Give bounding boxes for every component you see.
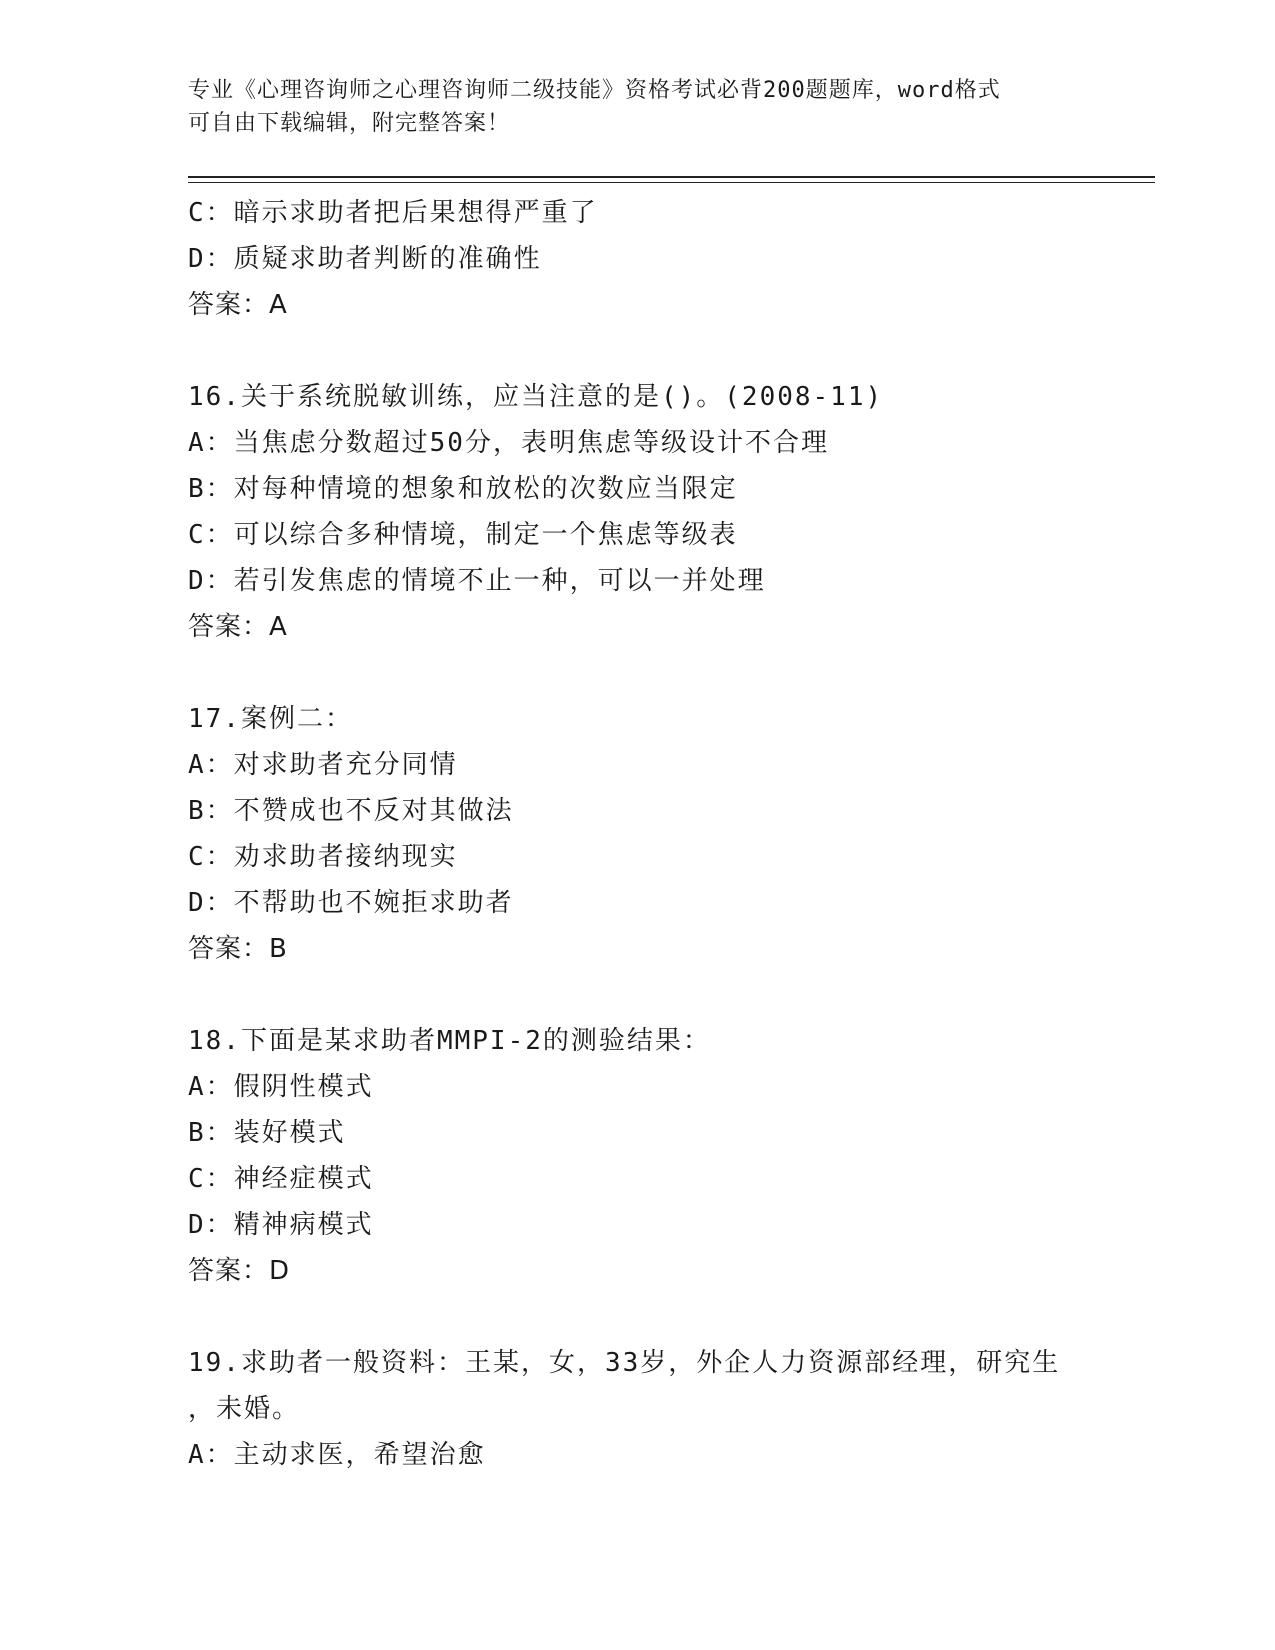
option-a: A：当焦虑分数超过50分，表明焦虑等级设计不合理: [188, 428, 829, 458]
option-d: D：若引发焦虑的情境不止一种，可以一并处理: [188, 566, 766, 596]
header-line-1: 专业《心理咨询师之心理咨询师二级技能》资格考试必背200题题库，word格式: [188, 78, 1001, 103]
question-17: [188, 696, 1148, 972]
question-stem: 16.关于系统脱敏训练，应当注意的是()。(2008-11): [188, 382, 884, 412]
option-c: C：可以综合多种情境，制定一个焦虑等级表: [188, 520, 738, 550]
question-stem-continued: ，未婚。: [188, 1394, 301, 1424]
question-19: [188, 1340, 1148, 1478]
option-c: C：暗示求助者把后果想得严重了: [188, 198, 598, 228]
answer-line: 答案：A: [188, 290, 288, 320]
question-stem: 18.下面是某求助者MMPI-2的测验结果：: [188, 1026, 711, 1056]
question-list: [188, 190, 1148, 1478]
answer-line: 答案：A: [188, 612, 288, 642]
option-b: B：不赞成也不反对其做法: [188, 796, 514, 826]
answer-line: 答案：D: [188, 1256, 291, 1286]
option-c: C：劝求助者接纳现实: [188, 842, 458, 872]
option-d: D：质疑求助者判断的准确性: [188, 244, 542, 274]
spacer: [188, 972, 1148, 1018]
question-15-fragment: [188, 190, 1148, 328]
question-16: [188, 374, 1148, 650]
option-a: A：主动求医，希望治愈: [188, 1440, 486, 1470]
spacer: [188, 328, 1148, 374]
question-18: [188, 1018, 1148, 1294]
option-d: D：精神病模式: [188, 1210, 374, 1240]
option-c: C：神经症模式: [188, 1164, 374, 1194]
option-a: A：对求助者充分同情: [188, 750, 458, 780]
header-divider-thin: [188, 182, 1155, 183]
header-line-2: 可自由下载编辑，附完整答案！: [188, 111, 511, 136]
spacer: [188, 1294, 1148, 1340]
header-divider-thick: [188, 176, 1155, 178]
answer-line: 答案：B: [188, 934, 288, 964]
option-b: B：对每种情境的想象和放松的次数应当限定: [188, 474, 738, 504]
option-d: D：不帮助也不婉拒求助者: [188, 888, 514, 918]
option-b: B：装好模式: [188, 1118, 346, 1148]
question-stem: 19.求助者一般资料：王某，女，33岁，外企人力资源部经理，研究生: [188, 1348, 1061, 1378]
document-header: [188, 74, 1088, 140]
spacer: [188, 650, 1148, 696]
question-stem: 17.案例二：: [188, 704, 353, 734]
option-a: A：假阴性模式: [188, 1072, 374, 1102]
